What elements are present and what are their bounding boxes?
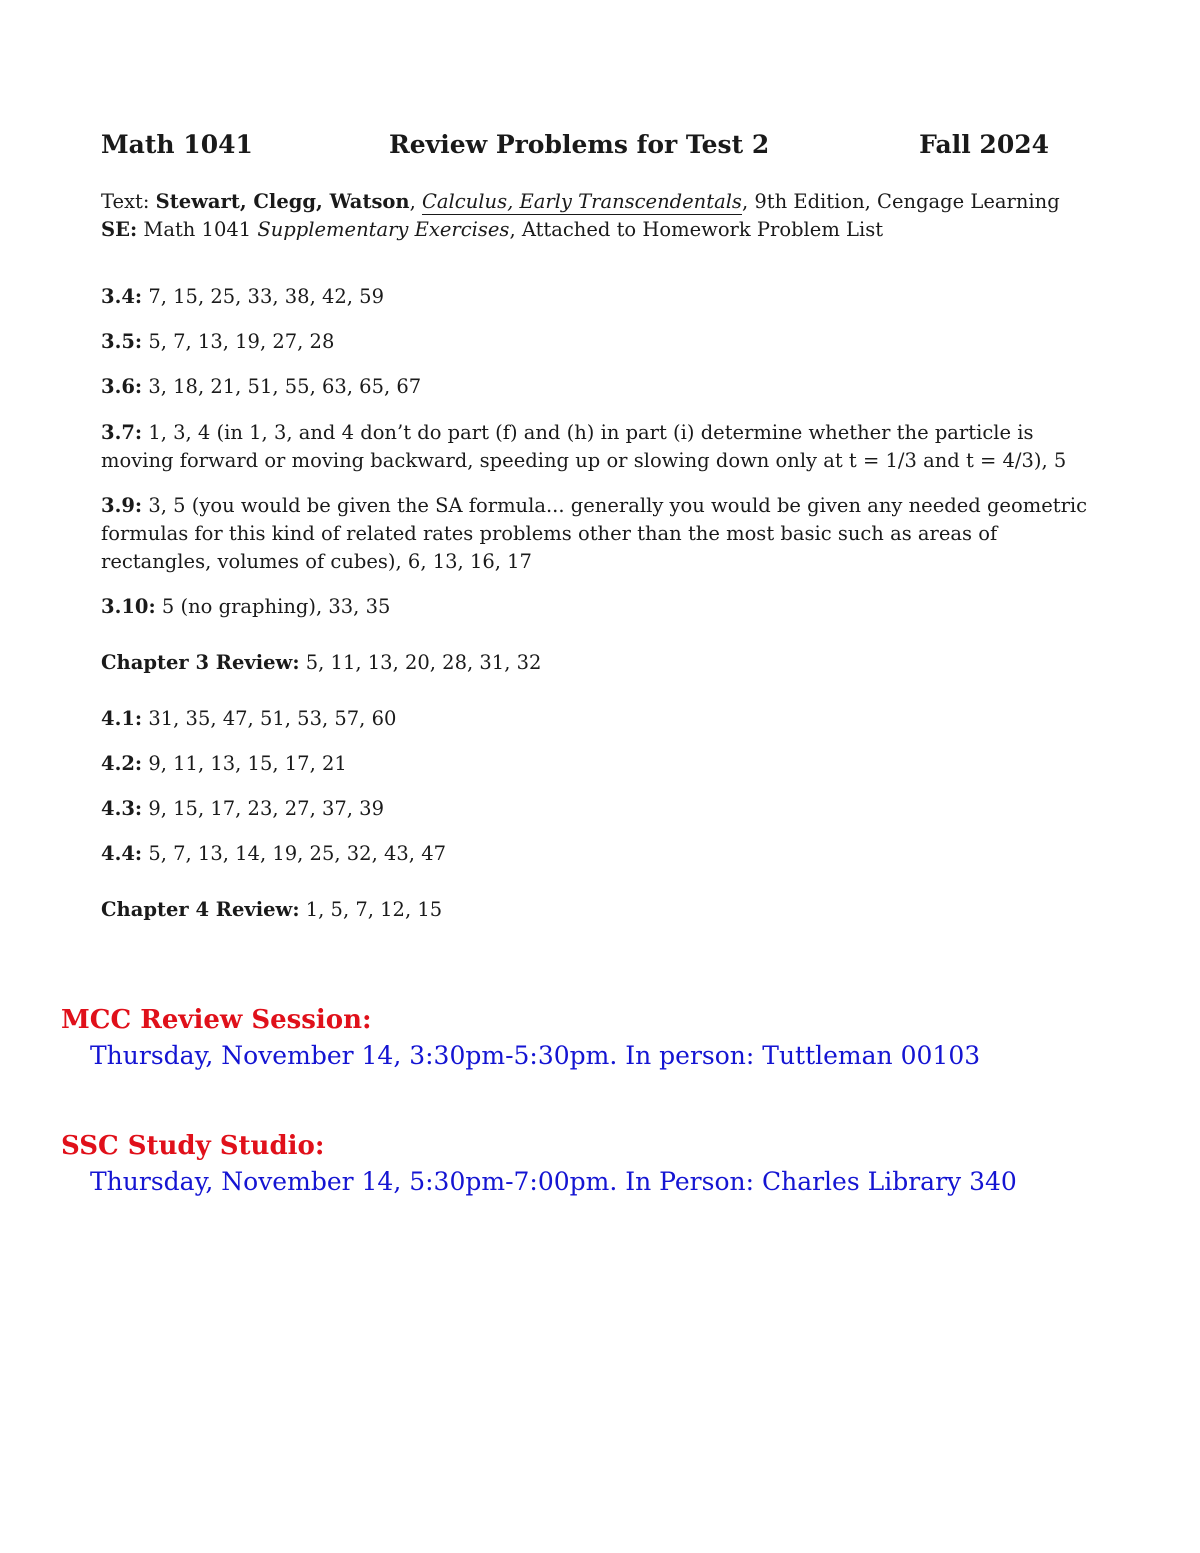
- section-4-3: [101, 795, 384, 823]
- document-header: [101, 130, 1049, 166]
- section-problems: 3, 18, 21, 51, 55, 63, 65, 67: [142, 375, 422, 398]
- section-3-7: [101, 419, 1091, 475]
- section-label: 3.4:: [101, 285, 143, 308]
- section-problems: 5, 7, 13, 14, 19, 25, 32, 43, 47: [142, 842, 447, 865]
- section-problems: 5 (no graphing), 33, 35: [155, 595, 391, 618]
- textbook-reference: [101, 188, 1060, 216]
- textbook-title: Calculus, Early Transcendentals: [422, 190, 742, 213]
- section-3-4: [101, 283, 384, 311]
- se-rest: , Attached to Homework Problem List: [509, 218, 884, 241]
- section-label: 3.6:: [101, 375, 143, 398]
- section-3-6: [101, 373, 421, 401]
- section-3-10: [101, 593, 390, 621]
- section-label: 3.5:: [101, 330, 143, 353]
- section-label: 3.9:: [101, 494, 143, 517]
- section-problems: 9, 15, 17, 23, 27, 37, 39: [142, 797, 384, 820]
- section-problems: 5, 7, 13, 19, 27, 28: [142, 330, 335, 353]
- section-4-1: [101, 705, 396, 733]
- document-title: Review Problems for Test 2: [389, 130, 770, 159]
- section-label: 3.10:: [101, 595, 156, 618]
- text-separator: ,: [409, 190, 423, 213]
- section-label: Chapter 4 Review:: [101, 898, 300, 921]
- section-problems: 9, 11, 13, 15, 17, 21: [142, 752, 347, 775]
- section-4-4: [101, 840, 446, 868]
- section-problems: 5, 11, 13, 20, 28, 31, 32: [299, 651, 542, 674]
- chapter-3-review: [101, 649, 541, 677]
- section-problems: 31, 35, 47, 51, 53, 57, 60: [142, 707, 397, 730]
- section-label: 4.1:: [101, 707, 143, 730]
- ssc-session-details: Thursday, November 14, 5:30pm-7:00pm. In Person: Charles Library 340: [90, 1167, 1017, 1196]
- section-3-9: [101, 492, 1091, 576]
- se-prefix: Math 1041: [137, 218, 258, 241]
- section-label: 4.2:: [101, 752, 143, 775]
- ssc-session-title: SSC Study Studio:: [61, 1131, 325, 1161]
- text-label: Text:: [101, 190, 156, 213]
- textbook-edition: , 9th Edition, Cengage Learning: [741, 190, 1060, 213]
- section-problems: 3, 5 (you would be given the SA formula... generally you would be given any needed geometric formulas for this kind of related rates problems other than the most basic such as areas of rectangles, volumes of cubes), 6, 13, 16, 17: [101, 494, 1088, 573]
- chapter-4-review: [101, 896, 442, 924]
- course-name: Math 1041: [101, 130, 253, 159]
- textbook-authors: Stewart, Clegg, Watson: [155, 190, 410, 213]
- section-4-2: [101, 750, 347, 778]
- section-problems: 7, 15, 25, 33, 38, 42, 59: [142, 285, 384, 308]
- supplementary-reference: [101, 216, 883, 244]
- section-label: 4.3:: [101, 797, 143, 820]
- section-3-5: [101, 328, 334, 356]
- section-problems: 1, 3, 4 (in 1, 3, and 4 don’t do part (f) and (h) in part (i) determine whether the particle is moving forward or moving backward, speeding up or slowing down only at t = 1/3 and t = 4/3), 5: [101, 421, 1067, 472]
- section-problems: 1, 5, 7, 12, 15: [299, 898, 443, 921]
- mcc-session-title: MCC Review Session:: [61, 1005, 372, 1035]
- section-label: Chapter 3 Review:: [101, 651, 300, 674]
- term: Fall 2024: [919, 130, 1049, 159]
- section-label: 3.7:: [101, 421, 143, 444]
- se-label: SE:: [101, 218, 138, 241]
- se-title: Supplementary Exercises: [257, 218, 510, 241]
- section-label: 4.4:: [101, 842, 143, 865]
- mcc-session-details: Thursday, November 14, 3:30pm-5:30pm. In person: Tuttleman 00103: [90, 1041, 981, 1070]
